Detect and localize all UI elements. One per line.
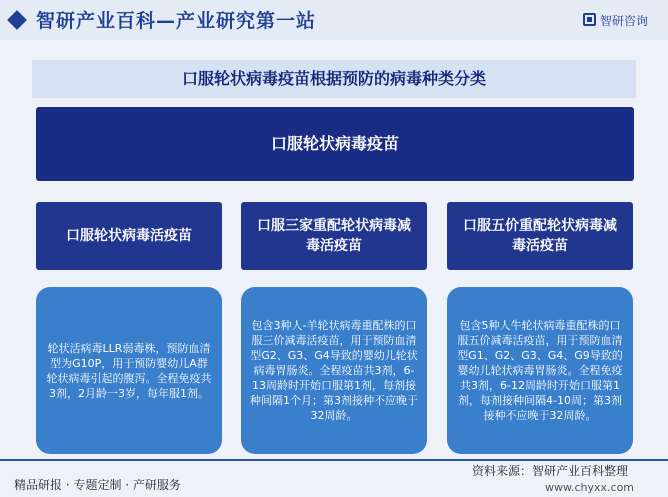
category-label: 口服轮状病毒活疫苗 bbox=[66, 228, 192, 244]
description-pentavalent-vaccine bbox=[447, 287, 633, 454]
description-live-vaccine bbox=[36, 287, 222, 454]
category-label: 口服三家重配轮状病毒减毒活疫苗 bbox=[257, 218, 411, 254]
category-node-pentavalent-vaccine bbox=[447, 202, 633, 270]
description-trivalent-vaccine bbox=[241, 287, 427, 454]
diamond-icon bbox=[7, 10, 27, 30]
category-node-trivalent-vaccine bbox=[241, 202, 427, 270]
source-note: 资料来源：智研产业百科整理 bbox=[472, 464, 629, 478]
footer-divider bbox=[0, 459, 668, 461]
diagram-title: 口服轮状病毒疫苗根据预防的病毒种类分类 bbox=[181, 69, 486, 88]
description-text: 包含3种人-羊轮状病毒重配株的口服三价减毒活疫苗，用于预防血清型G2、G3、G4导致的婴幼儿轮状病毒胃肠炎。全程疫苗共3剂，6-13周龄时开始口服第1剂，每剂接种间隔1个月；第3剂接种不应晚于32周龄。 bbox=[250, 319, 418, 422]
brand-logo-icon bbox=[583, 13, 596, 26]
top-banner bbox=[0, 0, 668, 40]
diagram-title-box bbox=[32, 60, 636, 98]
root-node bbox=[36, 107, 634, 181]
banner-title: 智研产业百科—产业研究第一站 bbox=[36, 10, 317, 32]
footer-services: 精品研报 · 专题定制 · 产研服务 bbox=[14, 478, 181, 492]
description-text: 轮状活病毒LLR弱毒株，预防血清型为G10P，用于预防婴幼儿A群轮状病毒引起的腹泻。全程免疫共3剂，2月龄一3岁，每年服1剂。 bbox=[46, 341, 212, 400]
root-node-label: 口服轮状病毒疫苗 bbox=[270, 134, 399, 153]
category-label: 口服五价重配轮状病毒减毒活疫苗 bbox=[463, 218, 617, 254]
brand-name: 智研咨询 bbox=[600, 14, 649, 28]
description-text: 包含5种人牛轮状病毒重配株的口服五价减毒活疫苗，用于预防血清型G1、G2、G3、G4、G9导致的婴幼儿轮状病毒胃肠炎。全程免疫共3剂，6-12周龄时开始口服第1剂，每剂接种间隔4-10周；第3剂接种不应晚于32周龄。 bbox=[457, 319, 623, 422]
website-url: www.chyxx.com bbox=[545, 481, 635, 494]
category-node-live-vaccine bbox=[36, 202, 222, 270]
